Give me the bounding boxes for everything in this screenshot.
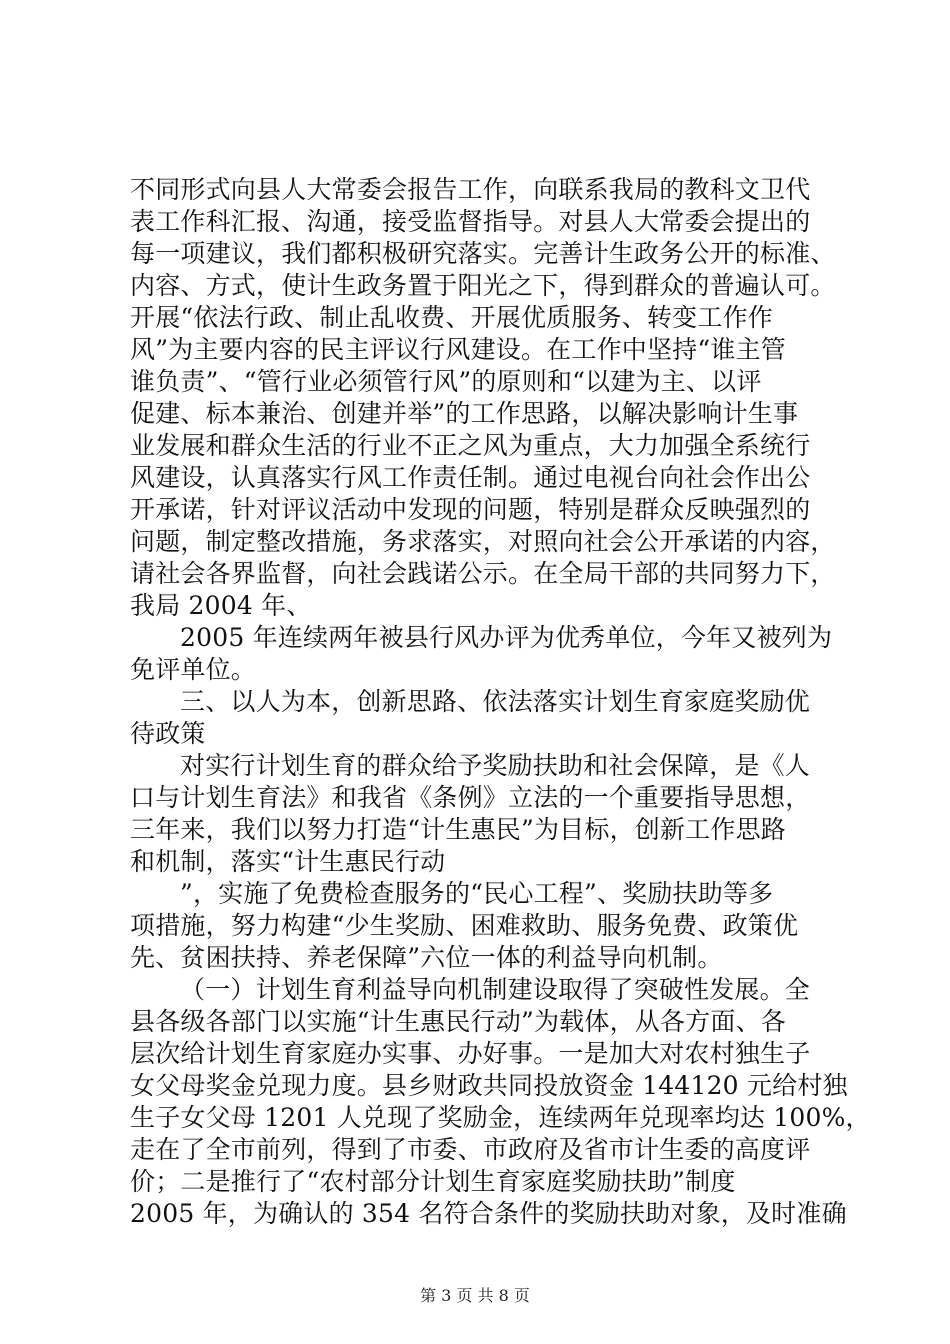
text-line: 2005 年连续两年被县行风办评为优秀单位，今年又被列为: [180, 623, 833, 652]
text-line: 对实行计划生育的群众给予奖励扶助和社会保障，是《人: [180, 751, 811, 780]
section-heading-line: 待政策: [130, 719, 206, 748]
text-line: 免评单位。: [130, 655, 257, 684]
text-line: 2005 年，为确认的 354 名符合条件的奖励扶助对象，及时准确: [130, 1199, 847, 1228]
text-line: 项措施，努力构建“少生奖励、困难救助、服务免费、政策优: [130, 911, 799, 940]
text-line: 先、贫困扶持、养老保障”六位一体的利益导向机制。: [130, 943, 723, 972]
text-line: 价；二是推行了“农村部分计划生育家庭奖励扶助”制度: [130, 1167, 736, 1196]
text-line: 请社会各界监督，向社会践诺公示。在全局干部的共同努力下，: [130, 559, 836, 588]
text-line: 业发展和群众生活的行业不正之风为重点，大力加强全系统行: [130, 431, 811, 460]
text-line: 不同形式向县人大常委会报告工作，向联系我局的教科文卫代: [130, 175, 811, 204]
section-heading-line: 三、以人为本，创新思路、依法落实计划生育家庭奖励优: [180, 687, 811, 716]
page-number-footer: 第 3 页 共 8 页: [420, 1286, 530, 1305]
text-line: 生子女父母 1201 人兑现了奖励金，连续两年兑现率均达 100%，: [130, 1103, 871, 1132]
text-line: ”，实施了免费检查服务的“民心工程”、奖励扶助等多: [180, 879, 774, 908]
text-line: 女父母奖金兑现力度。县乡财政共同投放资金 144120 元给村独: [130, 1071, 848, 1100]
text-line: 每一项建议，我们都积极研究落实。完善计生政务公开的标准、: [130, 239, 836, 268]
text-line: 开承诺，针对评议活动中发现的问题，特别是群众反映强烈的: [130, 495, 811, 524]
text-line: 促建、标本兼治、创建并举”的工作思路，以解决影响计生事: [130, 399, 799, 428]
text-line: 我局 2004 年、: [130, 591, 312, 620]
text-line: 开展“依法行政、制止乱收费、开展优质服务、转变工作作: [130, 303, 773, 332]
text-line: 问题，制定整改措施，务求落实，对照向社会公开承诺的内容，: [130, 527, 836, 556]
text-line: 三年来，我们以努力打造“计生惠民”为目标，创新工作思路: [130, 815, 786, 844]
text-line: 谁负责”、“管行业必须管行风”的原则和“以建为主、以评: [130, 367, 762, 396]
text-line: 表工作科汇报、沟通，接受监督指导。对县人大常委会提出的: [130, 207, 811, 236]
text-line: （一）计划生育利益导向机制建设取得了突破性发展。全: [180, 975, 811, 1004]
text-line: 口与计划生育法》和我省《条例》立法的一个重要指导思想，: [130, 783, 811, 812]
text-line: 走在了全市前列，得到了市委、市政府及省市计生委的高度评: [130, 1135, 811, 1164]
text-line: 风”为主要内容的民主评议行风建设。在工作中坚持“谁主管: [130, 335, 786, 364]
text-line: 和机制，落实“计生惠民行动: [130, 847, 446, 876]
text-line: 内容、方式，使计生政务置于阳光之下，得到群众的普遍认可。: [130, 271, 836, 300]
text-line: 风建设，认真落实行风工作责任制。通过电视台向社会作出公: [130, 463, 811, 492]
text-line: 县各级各部门以实施“计生惠民行动”为载体，从各方面、各: [130, 1007, 786, 1036]
text-line: 层次给计划生育家庭办实事、办好事。一是加大对农村独生子: [130, 1039, 811, 1068]
